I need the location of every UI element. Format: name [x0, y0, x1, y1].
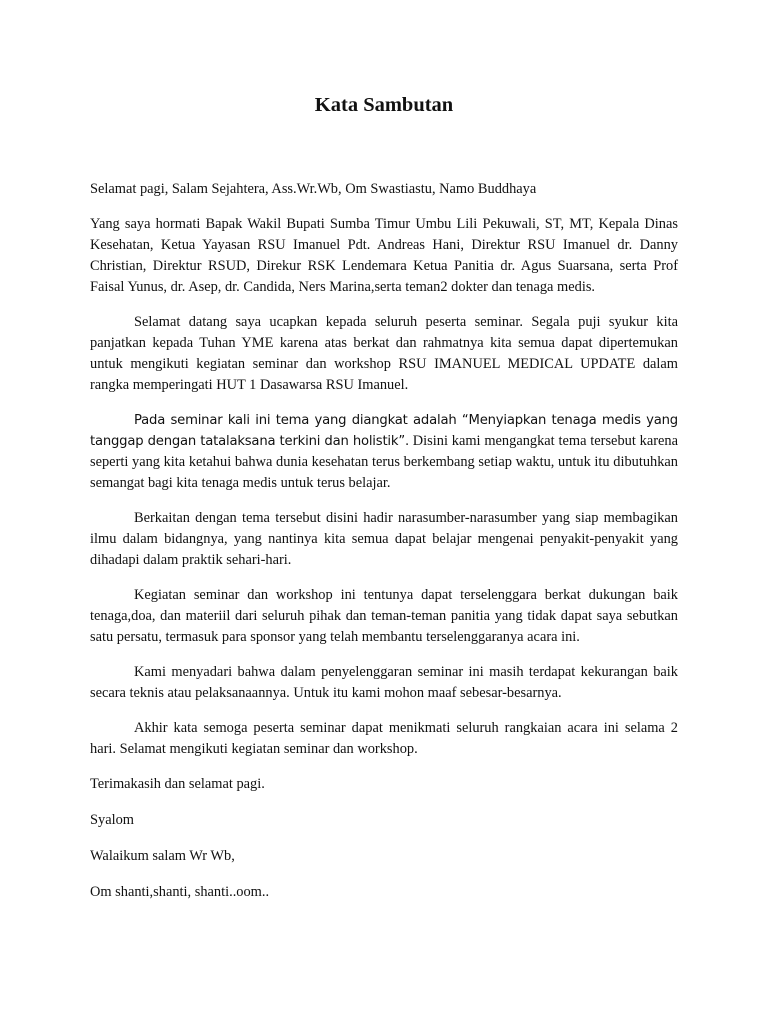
- theme-intro-text: Pada seminar kali ini tema yang diangkat adalah: [134, 413, 462, 428]
- theme-paragraph: [90, 410, 678, 494]
- greeting-paragraph: Selamat pagi, Salam Sejahtera, Ass.Wr.Wb, Om Swastiastu, Namo Buddhaya: [90, 181, 537, 197]
- theme-rest-text: Disini kami mengangkat tema tersebut karena seperti yang kita ketahui bahwa dunia kesehatan terus berkembang setiap waktu, untuk itu dibutuhkan semangat bagi kita tenaga medis untuk terus belajar.: [90, 433, 678, 491]
- speakers-paragraph: Berkaitan dengan tema tersebut disini hadir narasumber-narasumber yang siap membagikan ilmu dalam bidangnya, yang nantinya kita semua dapat belajar mengenai penyakit-penyakit yang dihadapi dalam praktik sehari-hari.: [90, 510, 678, 568]
- page-title: Kata Sambutan: [314, 94, 454, 116]
- thanks-line: Terimakasih dan selamat pagi.: [90, 776, 265, 792]
- farewell-line-syalom: Syalom: [90, 812, 134, 828]
- closing-wish-paragraph: Akhir kata semoga peserta seminar dapat menikmati seluruh rangkaian acara ini selama 2 hari. Selamat mengikuti kegiatan seminar dan workshop.: [90, 720, 678, 757]
- respect-paragraph: Yang saya hormati Bapak Wakil Bupati Sumba Timur Umbu Lili Pekuwali, ST, MT, Kepala Dinas Kesehatan, Ketua Yayasan RSU Imanuel Pdt. Andreas Hani, Direktur RSU Imanuel dr. Danny Christian, Direktur RSUD, Direkur RSK Lendemara Ketua Panitia dr. Agus Suarsana, serta Prof Faisal Yunus, dr. Asep, dr. Candida, Ners Marina,serta teman2 dokter dan tenaga medis.: [90, 216, 678, 295]
- theme-quote-text: “Menyiapkan tenaga medis yang tanggap dengan tatalaksana terkini dan holistik”.: [90, 413, 678, 449]
- support-paragraph: Kegiatan seminar dan workshop ini tentunya dapat terselenggara berkat dukungan baik tenaga,doa, dan materiil dari seluruh pihak dan teman-teman panitia yang tidak dapat saya sebutkan satu persatu, termasuk para sponsor yang telah membantu terselenggaranya acara ini.: [90, 587, 678, 645]
- farewell-line-shanti: Om shanti,shanti, shanti..oom..: [90, 884, 270, 900]
- farewell-line-salam: Walaikum salam Wr Wb,: [90, 848, 235, 864]
- welcome-paragraph: Selamat datang saya ucapkan kepada seluruh peserta seminar. Segala puji syukur kita panjatkan kepada Tuhan YME karena atas berkat dan rahmatnya kita semua dapat dipertemukan untuk mengikuti kegiatan seminar dan workshop RSU IMANUEL MEDICAL UPDATE dalam rangka memperingati HUT 1 Dasawarsa RSU Imanuel.: [90, 314, 678, 393]
- apology-paragraph: Kami menyadari bahwa dalam penyelenggaran seminar ini masih terdapat kekurangan baik secara teknis atau pelaksanaannya. Untuk itu kami mohon maaf sebesar-besarnya.: [90, 664, 678, 701]
- document-body: [90, 179, 678, 918]
